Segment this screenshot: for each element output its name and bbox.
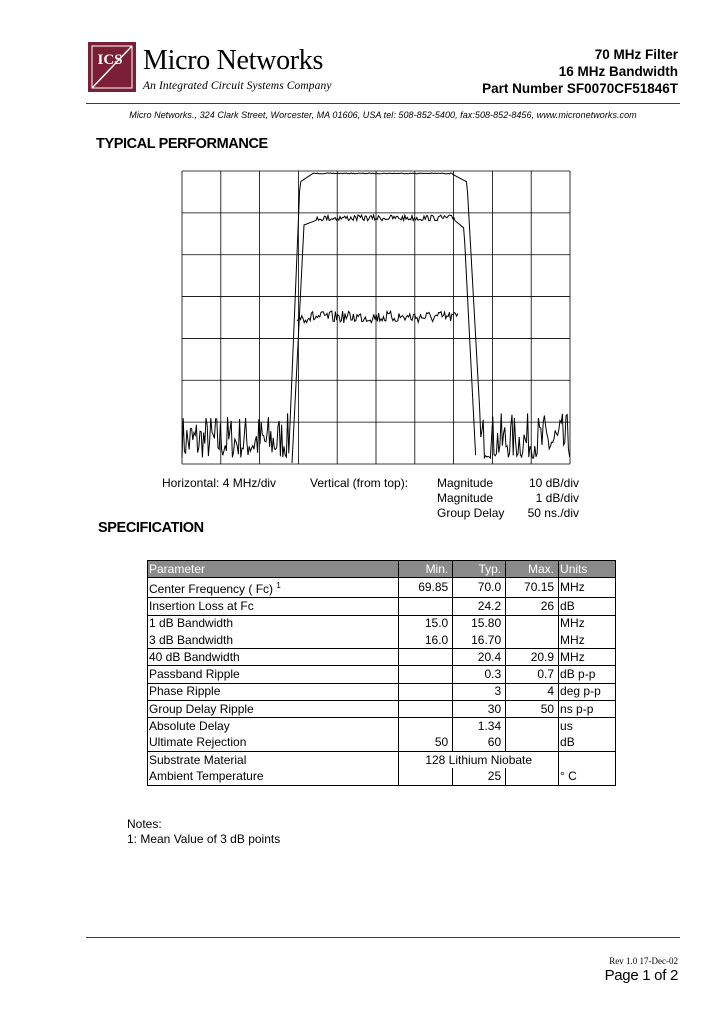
- header-divider: [86, 103, 680, 104]
- col-header-max: Max.: [506, 561, 559, 578]
- trace-scale: 50 ns./div: [527, 506, 579, 520]
- table-header-row: [148, 561, 616, 578]
- table-row: Center Frequency ( Fc) $^1$ 69.85 70.0 70.15 MHz: [148, 578, 616, 598]
- col-header-parameter: Parameter: [148, 561, 399, 578]
- table-row: Ambient Temperature 25 ° C: [148, 768, 616, 785]
- trace-name: Group Delay: [437, 506, 505, 520]
- note-item: 1: Mean Value of 3 dB points: [127, 832, 281, 846]
- company-address: Micro Networks., 324 Clark Street, Worcester, MA 01606, USA tel: 508-852-5400, fax:508-852-8456, www.micronetworks.com: [129, 110, 637, 120]
- table-row: Insertion Loss at Fc 24.2 26 dB: [148, 598, 616, 615]
- specification-title: SPECIFICATION: [98, 520, 204, 536]
- notes-title: Notes:: [127, 817, 162, 831]
- logo-text: ICS: [97, 52, 123, 68]
- horizontal-scale-caption: Horizontal: 4 MHz/div: [162, 476, 277, 490]
- page-number: Page 1 of 2: [604, 967, 678, 984]
- table-row: 3 dB Bandwidth 16.0 16.70 MHz: [148, 632, 616, 649]
- part-number: Part Number SF0070CF51846T: [482, 81, 678, 96]
- table-row: 1 dB Bandwidth 15.0 15.80 MHz: [148, 615, 616, 632]
- performance-plot: [180, 170, 571, 471]
- trace-scale: 10 dB/div: [528, 476, 579, 490]
- footer-divider: [86, 937, 680, 938]
- param-cell: Center Frequency ( Fc) $^1$: [148, 578, 399, 598]
- table-row: Absolute Delay 1.34 us: [148, 718, 616, 735]
- company-name: Micro Networks: [143, 45, 324, 76]
- table-row: Substrate Material 128 Lithium Niobate: [148, 751, 616, 768]
- product-title: 70 MHz Filter: [594, 47, 678, 62]
- trace-magnitude-1db: [292, 215, 476, 463]
- col-header-min: Min.: [399, 561, 453, 578]
- product-bandwidth: 16 MHz Bandwidth: [558, 64, 678, 79]
- typical-performance-title: TYPICAL PERFORMANCE: [96, 136, 268, 152]
- trace-group-delay: [297, 311, 458, 323]
- table-row: 40 dB Bandwidth 20.4 20.9 MHz: [148, 649, 616, 666]
- trace-name: Magnitude: [437, 476, 494, 490]
- specification-table: [147, 560, 616, 786]
- table-row: Group Delay Ripple 30 50 ns p-p: [148, 701, 616, 718]
- col-header-units: Units: [559, 561, 616, 578]
- company-logo: [88, 42, 136, 92]
- trace-name: Magnitude: [437, 491, 494, 505]
- vertical-scale-caption: Vertical (from top):: [310, 476, 409, 490]
- revision-label: Rev 1.0 17-Dec-02: [609, 956, 678, 966]
- col-header-typ: Typ.: [453, 561, 506, 578]
- company-tagline: An Integrated Circuit Systems Company: [143, 80, 332, 92]
- table-row: Passband Ripple 0.3 0.7 dB p-p: [148, 666, 616, 683]
- table-row: Phase Ripple 3 4 deg p-p: [148, 683, 616, 700]
- trace-scale: 1 dB/div: [535, 491, 579, 505]
- table-row: Ultimate Rejection 50 60 dB: [148, 735, 616, 752]
